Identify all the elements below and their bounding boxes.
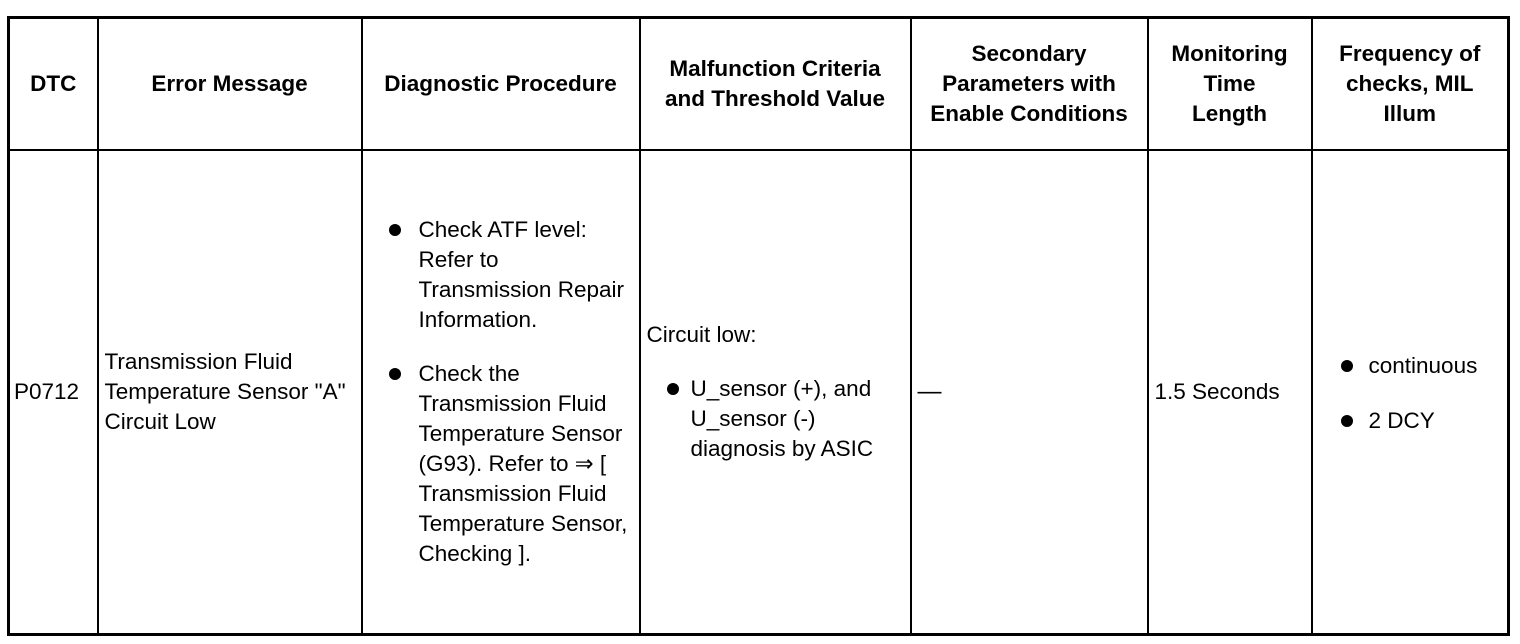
criteria-item-text: U_sensor (+), and U_sensor (-) diagnosis by ASIC <box>690 376 874 461</box>
header-row <box>9 18 1509 151</box>
bullet-icon <box>389 368 401 380</box>
cell-malfunction-criteria <box>640 150 911 635</box>
procedure-step-text: Check ATF level: Refer to Transmission Repair Information. <box>418 217 624 332</box>
header-secondary-parameters: Secondary Parameters with Enable Conditions <box>911 18 1148 151</box>
procedure-step-text: Check the Transmission Fluid Temperature Sensor (G93). Refer to ⇒ [ Transmission Fluid Temperature Sensor, Checking ]. <box>418 361 628 566</box>
header-dtc: DTC <box>9 18 98 151</box>
header-error-message: Error Message <box>98 18 362 151</box>
procedure-list <box>369 215 631 569</box>
criteria-list <box>647 374 902 464</box>
header-diagnostic-procedure: Diagnostic Procedure <box>362 18 640 151</box>
table-row <box>9 150 1509 635</box>
frequency-item-text: continuous <box>1368 352 1478 378</box>
bullet-icon <box>1341 415 1353 427</box>
cell-diagnostic-procedure <box>362 150 640 635</box>
bullet-icon <box>1341 360 1353 372</box>
bullet-icon <box>389 224 401 236</box>
cell-frequency <box>1312 150 1509 635</box>
header-monitoring-time: Monitoring Time Length <box>1148 18 1312 151</box>
frequency-item-text: 2 DCY <box>1368 407 1435 433</box>
header-frequency: Frequency of checks, MIL Illum <box>1312 18 1509 151</box>
bullet-icon <box>667 383 679 395</box>
dtc-table <box>7 16 1510 636</box>
cell-monitoring-time: 1.5 Seconds <box>1148 150 1312 635</box>
cell-error-message: Transmission Fluid Temperature Sensor "A" Circuit Low <box>98 150 362 635</box>
list-item <box>1319 351 1502 381</box>
criteria-intro: Circuit low: <box>646 322 757 347</box>
list-item <box>369 215 631 335</box>
list-item <box>1319 406 1502 436</box>
cell-secondary-parameters <box>911 150 1148 635</box>
cell-dtc: P0712 <box>9 150 98 635</box>
secondary-value: — <box>917 378 942 405</box>
frequency-list <box>1319 351 1502 436</box>
header-malfunction-criteria: Malfunction Criteria and Threshold Value <box>640 18 911 151</box>
list-item <box>369 359 631 569</box>
list-item <box>647 374 902 464</box>
